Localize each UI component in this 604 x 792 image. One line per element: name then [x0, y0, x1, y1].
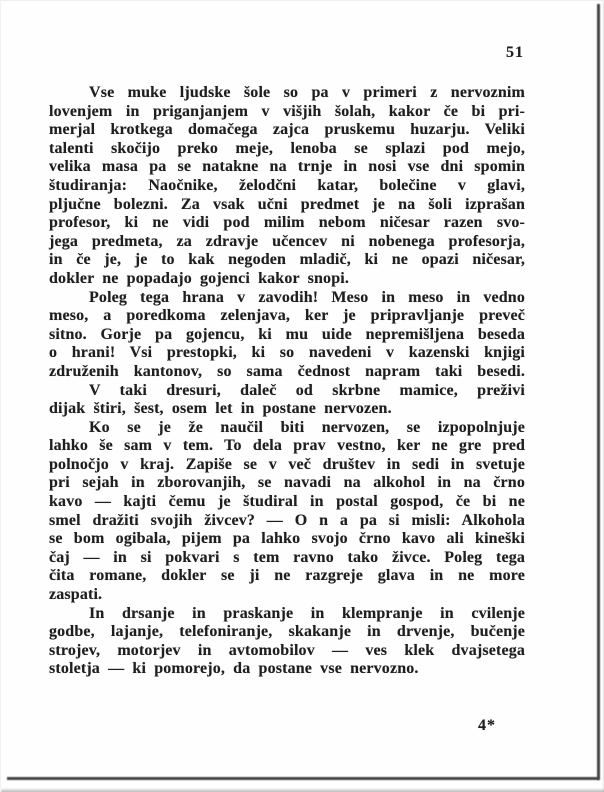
text-line: se bom ogibala, pijem pa lahko svojo črno kavo ali kineški — [49, 530, 525, 548]
text-line: sitno. Gorje pa gojencu, ki mu uide nepremišljena beseda — [49, 325, 525, 343]
text-line: jega predmeta, za zdravje učencev ni nobenega profesorja, — [49, 232, 525, 250]
text-line: meso, a poredkoma zelenjava, ker je pripravljanje preveč — [49, 307, 525, 325]
page-number: 51 — [506, 44, 524, 61]
text-line: polnočjo v kraj. Zapiše se v več društev in sedi in svetuje — [49, 455, 525, 473]
text-line: V taki dresuri, daleč od skrbne mamice, preživi — [89, 381, 525, 399]
text-line: čita romane, dokler se ji ne razgreje glava in ne more — [49, 567, 525, 585]
text-line: strojev, motorjev in avtomobilov — ves klek dvajsetega — [49, 641, 525, 659]
text-line: merjal krotkega domačega zajca pruskemu huzarju. Veliki — [49, 121, 525, 139]
bottom-edge-blur — [1, 788, 604, 792]
text-line: študiranja: Naočnike, želodčni katar, bolečine v glavi, — [49, 176, 525, 194]
text-line: velika masa pa se natakne na trnje in nosi vse dni spomin — [49, 158, 525, 176]
text-line: dokler ne popadajo gojenci kakor snopi. — [49, 269, 349, 287]
text-line: Vse muke ljudske šole so pa v primeri z nervoznim — [89, 84, 525, 101]
text-line: in če je, je to kak negoden mladič, ki ne opazi ničesar, — [49, 251, 525, 269]
text-line: lahko še sam v tem. To dela prav vestno, ker ne gre pred — [49, 437, 525, 455]
body-text — [49, 84, 525, 679]
text-line: pri sejah in zborovanjih, se navadi na alkohol in na črno — [49, 474, 525, 492]
text-line: kavo — kajti čemu je študiral in postal gospod, če bi ne — [49, 493, 525, 511]
text-line: godbe, lajanje, telefoniranje, skakanje in drvenje, bučenje — [49, 623, 525, 641]
text-line: smel dražiti svojih živcev? — O n a pa si misli: Alkohola — [49, 511, 525, 529]
text-line: zaspati. — [49, 586, 103, 604]
text-line: pljučne bolezni. Za vsak učni predmet je na šoli izprašan — [49, 195, 525, 213]
signature-mark: 4* — [478, 717, 496, 734]
paragraph-5 — [49, 605, 525, 679]
paragraph-2 — [49, 289, 525, 382]
text-line: lovenjem in priganjanjem v višjih šolah, kakor če bi pri- — [49, 102, 525, 120]
text-line: Poleg tega hrana v zavodih! Meso in meso in vedno — [89, 288, 525, 306]
text-line: o hrani! Vsi prestopki, ki so navedeni v kazenski knjigi — [49, 344, 525, 362]
text-line: profesor, ki ne vidi pod milim nebom ničesar razen svo- — [49, 214, 525, 232]
text-line: In drsanje in praskanje in klempranje in cvilenje — [89, 604, 525, 622]
text-line: stoletja — ki pomorejo, da postane vse nervozno. — [49, 660, 419, 678]
page-shadow-right — [597, 4, 600, 780]
text-line: dijak štiri, šest, osem let in postane nervozen. — [49, 400, 392, 418]
text-line: talenti skočijo preko meje, lenoba se splazi pod mejo, — [49, 139, 525, 157]
text-line: Ko se je že naučil biti nervozen, se izpopolnjuje — [89, 418, 525, 436]
paragraph-1 — [49, 84, 525, 289]
paragraph-4 — [49, 419, 525, 605]
page-shadow-bottom — [7, 777, 599, 780]
text-line: združenih kantonov, so sama čednost napram taki besedi. — [49, 362, 525, 380]
paragraph-3 — [49, 382, 525, 419]
text-line: čaj — in si pokvari s tem ravno tako živce. Poleg tega — [49, 548, 525, 566]
